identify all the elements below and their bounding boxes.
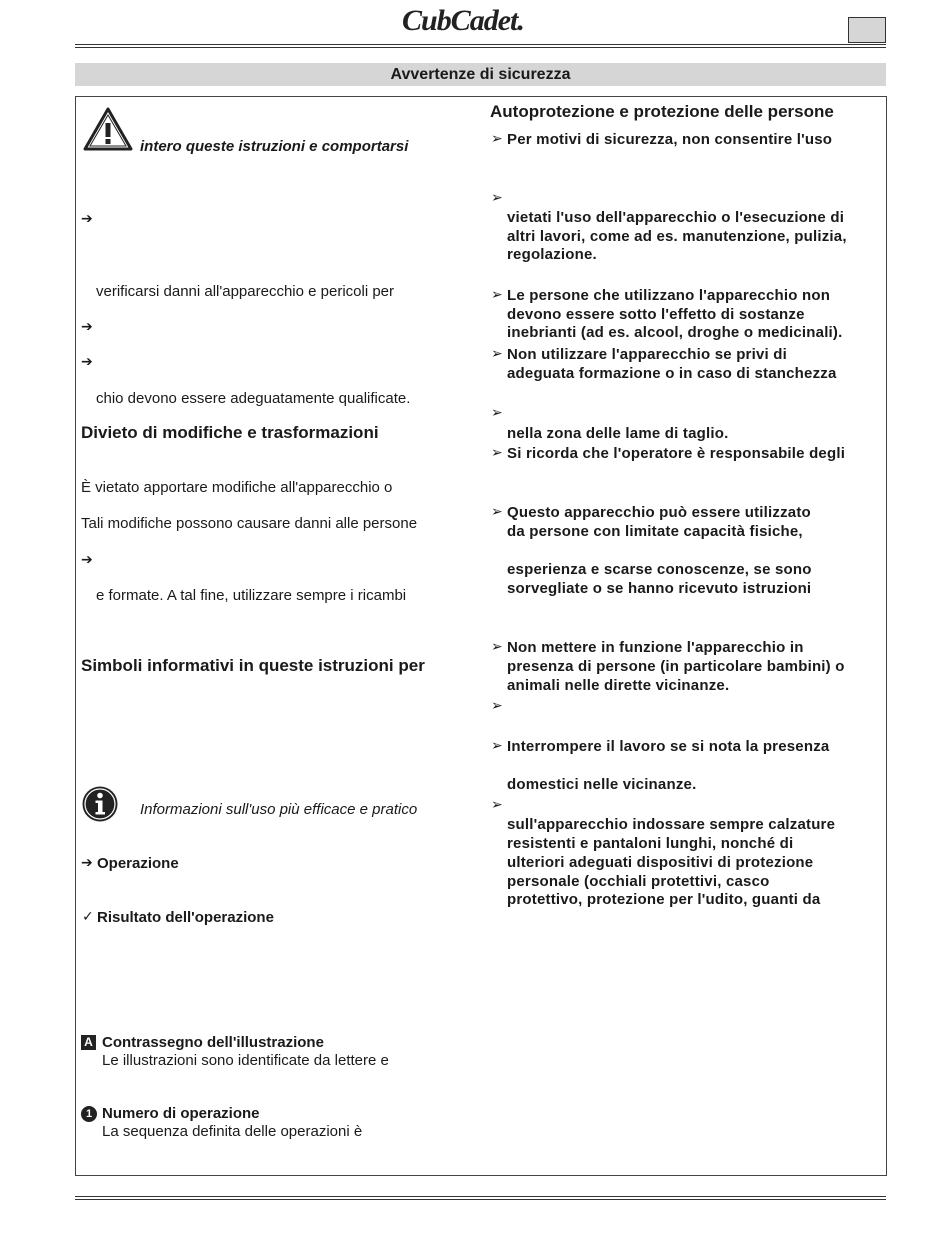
footer-rule-thin [75, 1199, 886, 1200]
bullet-arrow-icon: ➢ [491, 796, 503, 812]
right-line: inebrianti (ad es. alcool, droghe o medicinali). [507, 324, 843, 341]
right-line: Le persone che utilizzano l'apparecchio non [507, 287, 831, 304]
right-line: Per motivi di sicurezza, non consentire l'uso [507, 131, 833, 148]
operazione-label: Operazione [97, 855, 179, 872]
right-line: devono essere sotto l'effetto di sostanze [507, 306, 805, 323]
arrow-right-icon: ➔ [81, 551, 93, 567]
warning-text: intero queste istruzioni e comportarsi [140, 138, 409, 155]
bullet-arrow-icon: ➢ [491, 444, 503, 460]
arrow-right-icon: ➔ [81, 318, 93, 334]
heading-simboli: Simboli informativi in queste istruzioni per [81, 656, 425, 675]
text-line-ricambi: e formate. A tal fine, utilizzare sempre i ricambi [96, 587, 407, 604]
footer-rule [75, 1196, 886, 1197]
right-line: personale (occhiali protettivi, casco [507, 873, 770, 890]
check-icon: ✓ [82, 908, 94, 924]
bullet-arrow-icon: ➢ [491, 503, 503, 519]
right-line: Questo apparecchio può essere utilizzato [507, 504, 811, 521]
bullet-arrow-icon: ➢ [491, 737, 503, 753]
right-line: domestici nelle vicinanze. [507, 776, 697, 793]
info-icon [81, 785, 119, 823]
heading-modifiche: Divieto di modifiche e trasformazioni [81, 423, 379, 442]
arrow-right-icon: ➔ [81, 353, 93, 369]
section-title: Avvertenze di sicurezza [75, 63, 886, 86]
right-line: altri lavori, come ad es. manutenzione, pulizia, [507, 228, 847, 245]
right-line: nella zona delle lame di taglio. [507, 425, 729, 442]
right-line: Non utilizzare l'apparecchio se privi di [507, 346, 787, 363]
step-number-badge: 1 [81, 1106, 97, 1122]
bullet-arrow-icon: ➢ [491, 404, 503, 420]
bullet-arrow-icon: ➢ [491, 345, 503, 361]
right-line: Non mettere in funzione l'apparecchio in [507, 639, 804, 656]
heading-autoprotezione: Autoprotezione e protezione delle persone [490, 102, 834, 121]
text-line-qualified: chio devono essere adeguatamente qualificate. [96, 390, 411, 407]
warning-triangle-icon [82, 106, 134, 152]
right-line: esperienza e scarse conoscenze, se sono [507, 561, 812, 578]
right-line: sull'apparecchio indossare sempre calzature [507, 816, 836, 833]
arrow-right-icon: ➔ [81, 854, 93, 870]
bullet-arrow-icon: ➢ [491, 697, 503, 713]
info-text: Informazioni sull'uso più efficace e pratico [140, 801, 418, 818]
arrow-right-icon: ➔ [81, 210, 93, 226]
page-number-box [848, 17, 886, 43]
right-line: presenza di persone (in particolare bambini) o [507, 658, 845, 675]
text-line-vietato: È vietato apportare modifiche all'apparecchio o [81, 479, 393, 496]
right-line: animali nelle dirette vicinanze. [507, 677, 730, 694]
right-line: resistenti e pantaloni lunghi, nonché di [507, 835, 794, 852]
bullet-arrow-icon: ➢ [491, 189, 503, 205]
right-line: regolazione. [507, 246, 597, 263]
numero-text: La sequenza definita delle operazioni è [102, 1123, 363, 1140]
bullet-arrow-icon: ➢ [491, 638, 503, 654]
brand-logo: CubCadet. [402, 4, 524, 37]
right-line: sorvegliate o se hanno ricevuto istruzioni [507, 580, 812, 597]
header-rule [75, 44, 886, 45]
bullet-arrow-icon: ➢ [491, 130, 503, 146]
right-line: da persone con limitate capacità fisiche, [507, 523, 803, 540]
numero-title: Numero di operazione [102, 1105, 260, 1122]
illustration-letter-badge: A [81, 1035, 96, 1050]
bullet-arrow-icon: ➢ [491, 286, 503, 302]
right-line: Si ricorda che l'operatore è responsabile degli [507, 445, 846, 462]
content-frame [75, 96, 887, 1176]
right-line: ulteriori adeguati dispositivi di protezione [507, 854, 814, 871]
contrassegno-text: Le illustrazioni sono identificate da lettere e [102, 1052, 389, 1069]
risultato-label: Risultato dell'operazione [97, 909, 274, 926]
right-line: vietati l'uso dell'apparecchio o l'esecuzione di [507, 209, 845, 226]
text-line-damage: verificarsi danni all'apparecchio e pericoli per [96, 283, 395, 300]
right-line: protettivo, protezione per l'udito, guanti da [507, 891, 821, 908]
text-line-tali: Tali modifiche possono causare danni alle persone [81, 515, 418, 532]
right-line: adeguata formazione o in caso di stanchezza [507, 365, 837, 382]
contrassegno-title: Contrassegno dell'illustrazione [102, 1034, 324, 1051]
right-line: Interrompere il lavoro se si nota la presenza [507, 738, 830, 755]
header-rule-thin [75, 47, 886, 48]
